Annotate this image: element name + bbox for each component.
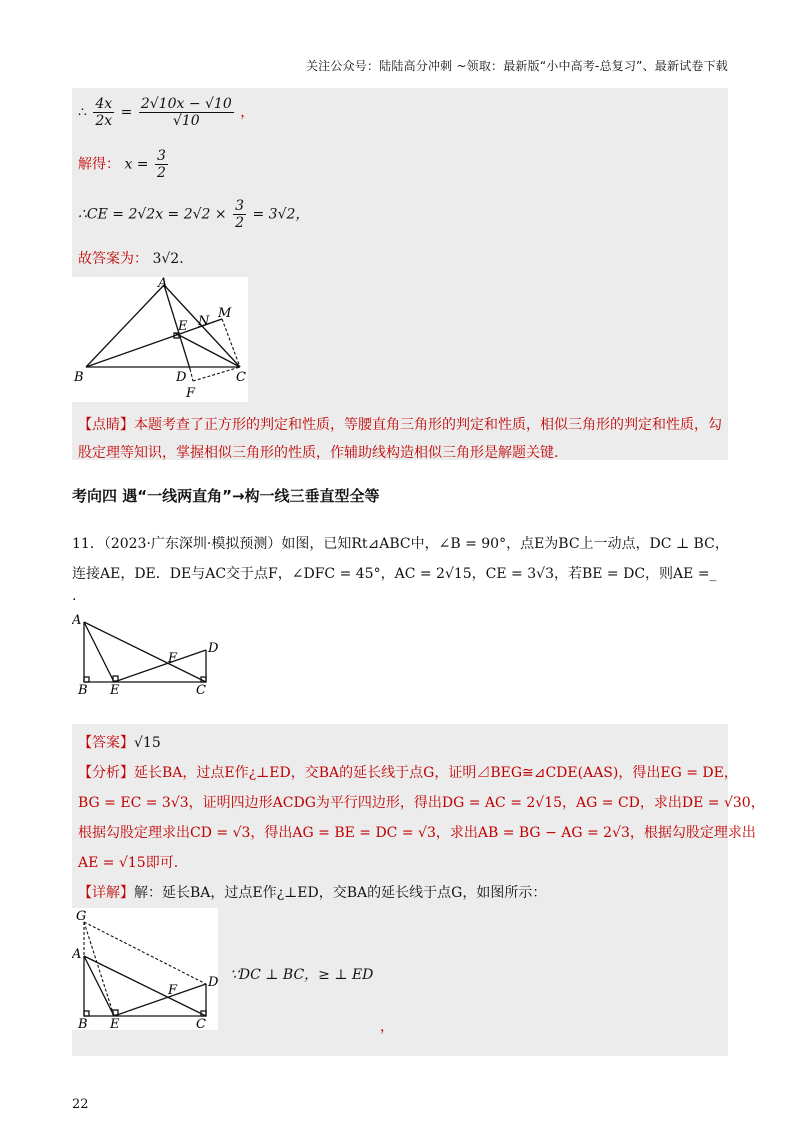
fig3-label-A: A xyxy=(72,947,82,962)
ce-line: ∴CE = 2√2x = 2√2 × $\frac{3}{2}$ = 3√2， xyxy=(78,198,310,231)
comment-line-2: 股定理等知识，掌握相似三角形的性质，作辅助线构造相似三角形是解题关键. xyxy=(78,445,559,461)
fig2-label-F: F xyxy=(168,651,178,666)
detail-side-text: ∵DC ⊥ BC，≥ ⊥ ED xyxy=(230,967,374,983)
fig1-label-F: F xyxy=(186,386,196,401)
problem-line-3: . xyxy=(72,588,77,604)
detail-line-1: 【详解】解：延长BA，过点E作¿⊥ED，交BA的延长线于点G，如图所示： xyxy=(78,885,547,901)
fig2-label-C: C xyxy=(196,683,206,696)
ratio-equation: ∴ $\frac{4x}{2x}$ = $\frac{2√10x - √10}{√10}$ ， xyxy=(78,96,255,129)
fig1-label-C: C xyxy=(236,370,246,385)
detail-comma: ， xyxy=(380,1019,394,1035)
fig2-label-E: E xyxy=(110,683,120,696)
figure-3 xyxy=(72,908,218,1030)
analysis-line-3: 根据勾股定理求出CD = √3，得出AG = BE = DC = √3，求出AB = BG − AG = 2√3，根据勾股定理求出 xyxy=(78,825,756,841)
answer-line: 【答案】√15 xyxy=(78,735,161,751)
figure-1 xyxy=(72,277,248,402)
section-title: 考向四 遇“一线两直角”→构一线三垂直型全等 xyxy=(72,487,380,505)
analysis-line-4: AE = √15即可. xyxy=(78,855,179,871)
fig3-label-D: D xyxy=(208,975,218,990)
figure-1-svg xyxy=(72,277,248,402)
problem-line-1: 11．（2023·广东深圳·模拟预测）如图，已知Rt⊿ABC中，∠B = 90°，点E为BC上一动点，DC ⊥ BC， xyxy=(72,536,729,552)
fig3-label-B: B xyxy=(78,1017,88,1030)
fraction-3-2: $\frac{3}{2}$ xyxy=(156,148,166,181)
analysis-line-1: 【分析】延长BA，过点E作¿⊥ED，交BA的延长线于点G，证明⊿BEG≅⊿CDE(AAS)，得出EG = DE， xyxy=(78,765,738,781)
page-number: 22 xyxy=(72,1097,89,1112)
fraction-3-2b: $\frac{3}{2}$ xyxy=(235,198,245,231)
fig3-label-E: E xyxy=(110,1017,120,1030)
figure-3-svg xyxy=(72,908,218,1030)
problem-line-2: 连接AE，DE．DE与AC交于点F，∠DFC = 45°，AC = 2√15，CE = 3√3，若BE = DC，则AE =_ xyxy=(72,566,717,582)
fig1-label-D: D xyxy=(176,370,187,385)
page-header: 关注公众号：陆陆高分冲刺 ~领取：最新版“小中高考-总复习”、最新试卷下载 xyxy=(305,59,728,73)
solution-band xyxy=(72,88,728,460)
fig1-label-N: N xyxy=(198,314,210,329)
fig3-label-C: C xyxy=(196,1017,206,1030)
fig1-label-M: M xyxy=(218,306,232,321)
fig3-label-G: G xyxy=(76,909,87,924)
fraction-sqrt10: $\frac{2√10x - √10}{√10}$ xyxy=(140,96,232,129)
fraction-4x-2x: $\frac{4x}{2x}$ xyxy=(95,96,113,129)
fig2-label-B: B xyxy=(78,683,88,696)
fig2-label-D: D xyxy=(208,641,219,656)
fig1-label-E: E xyxy=(178,319,188,334)
solve-line: 解得： x = $\frac{3}{2}$ xyxy=(78,148,166,181)
therefore-sign: ∴ xyxy=(78,104,87,121)
fig3-label-F: F xyxy=(168,983,178,998)
figure-2-svg xyxy=(72,612,222,696)
analysis-line-2: BG = EC = 3√3，证明四边形ACDG为平行四边形，得出DG = AC = 2√15，AG = CD，求出DE = √30， xyxy=(78,795,765,811)
fig2-label-A: A xyxy=(72,613,82,628)
fig1-label-A: A xyxy=(158,277,168,291)
figure-2 xyxy=(72,612,222,696)
answer-line-prev: 故答案为： 3√2. xyxy=(78,251,184,267)
comment-line-1: 【点睛】本题考查了正方形的判定和性质，等腰直角三角形的判定和性质，相似三角形的判定和性质，勾 xyxy=(78,417,722,433)
fig1-label-B: B xyxy=(74,370,84,385)
